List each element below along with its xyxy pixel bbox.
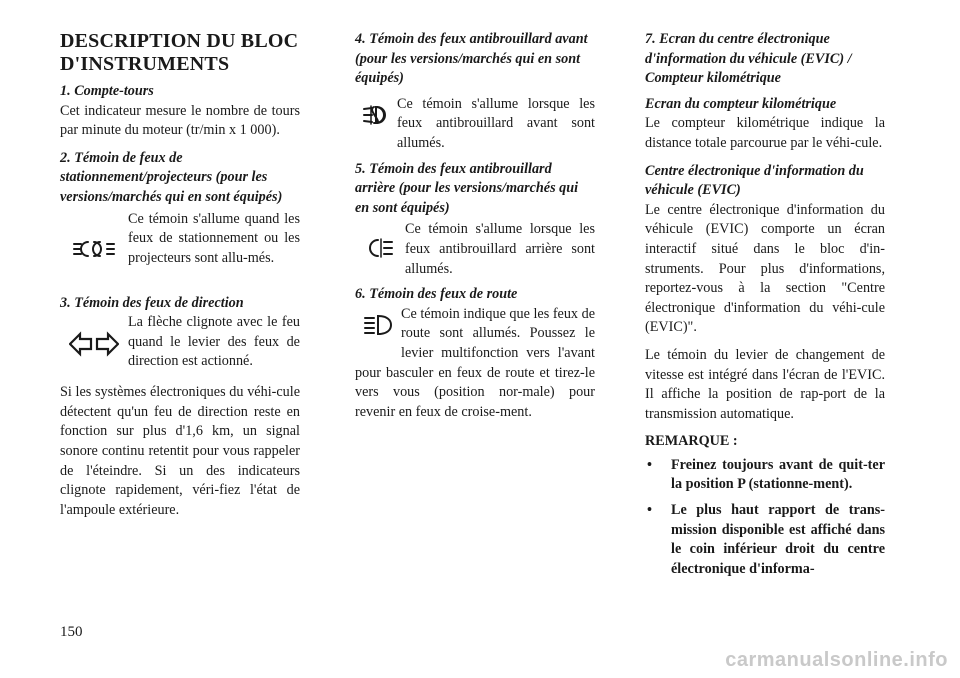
section-5-heading: 5. Témoin des feux antibrouillard arrière (pour les versions/marchés qui en sont équipés): [355, 160, 579, 216]
section-1-body: Cet indicateur mesure le nombre de tours par minute du moteur (tr/min x 1 000).: [60, 102, 300, 139]
section-3-extra: Si les systèmes électroniques du véhi-cule détectent qu'un feu de direction reste en fonction sur plus d'1,6 km, un signal sonore continu retentit pour vous rappeler de l'éteindre. Si un des indicateurs clignote rapidement, véri-fiez l'état de l'ampoule extérieure.: [60, 384, 300, 518]
column-2: [355, 30, 595, 422]
page-number: 150: [60, 624, 83, 640]
section-2-row: [60, 210, 300, 288]
section-2-heading: 2. Témoin de feux de stationnement/projecteurs (pour les versions/marchés qui en sont équipés): [60, 149, 283, 205]
section-5-body: Ce témoin s'allume lorsque les feux antibrouillard arrière sont allumés.: [405, 221, 595, 277]
section-6-heading: 6. Témoin des feux de route: [355, 286, 518, 303]
evic-heading: Centre électronique d'information du véhicule (EVIC): [645, 162, 864, 199]
section-3-heading: 3. Témoin des feux de direction: [60, 294, 244, 311]
odometer-body: Le compteur kilométrique indique la distance totale parcourue par le véhi-cule.: [645, 115, 885, 151]
section-4-heading: 4. Témoin des feux antibrouillard avant (pour les versions/marchés qui en sont équipés): [355, 31, 588, 87]
remark-item: • Freinez toujours avant de quit-ter la position P (stationne-ment).: [645, 456, 885, 495]
rear-fog-light-icon: [355, 220, 405, 276]
section-3-row: [60, 313, 300, 375]
section-5-row: [355, 220, 595, 279]
page-title: DESCRIPTION DU BLOC D'INSTRUMENTS: [60, 30, 299, 75]
section-7-heading: 7. Ecran du centre électronique d'information du véhicule (EVIC) / Compteur kilométrique: [645, 31, 852, 87]
gear-indicator-body: Le témoin du levier de changement de vitesse est intégré dans l'écran de l'EVIC. Il affiche la position de rap-port de la transmission automatique.: [645, 346, 885, 422]
remark-label: REMARQUE :: [645, 433, 738, 450]
odometer-heading: Ecran du compteur kilométrique: [645, 95, 837, 112]
watermark: carmanualsonline.info: [725, 649, 948, 671]
high-beam-icon: [355, 305, 401, 345]
remark-list: [645, 456, 885, 580]
parking-lights-icon: [60, 210, 128, 288]
turn-signal-icon: [60, 313, 128, 375]
section-6-row: [355, 305, 595, 423]
front-fog-light-icon: [355, 95, 397, 135]
section-1-heading: 1. Compte-tours: [60, 83, 154, 99]
section-2-body: Ce témoin s'allume quand les feux de stationnement ou les projecteurs sont allu-més.: [128, 210, 300, 266]
column-1: [60, 30, 300, 528]
section-4-row: [355, 95, 595, 154]
evic-body: Le centre électronique d'information du véhicule (EVIC) comporte un écran interactif situé dans le bloc d'in-struments. Pour plus d'informations, reportez-vous à la section "Centre électronique d'information du véhi-cule (EVIC)".: [645, 201, 885, 336]
column-3: [645, 30, 885, 585]
remark-item: • Le plus haut rapport de trans-mission disponible est affiché dans le coin inférieur droit du centre électronique d'informa-: [645, 501, 885, 579]
section-6-body: Ce témoin indique que les feux de route sont allumés. Poussez le levier multifonction vers l'avant pour basculer en feux de route et tirez-le vers vous (position nor-male) pour revenir en feux de croise-ment.: [355, 305, 595, 420]
section-4-body: Ce témoin s'allume lorsque les feux antibrouillard avant sont allumés.: [397, 95, 595, 151]
section-3-body: La flèche clignote avec le feu quand le levier des feux de direction est actionné.: [128, 314, 300, 370]
